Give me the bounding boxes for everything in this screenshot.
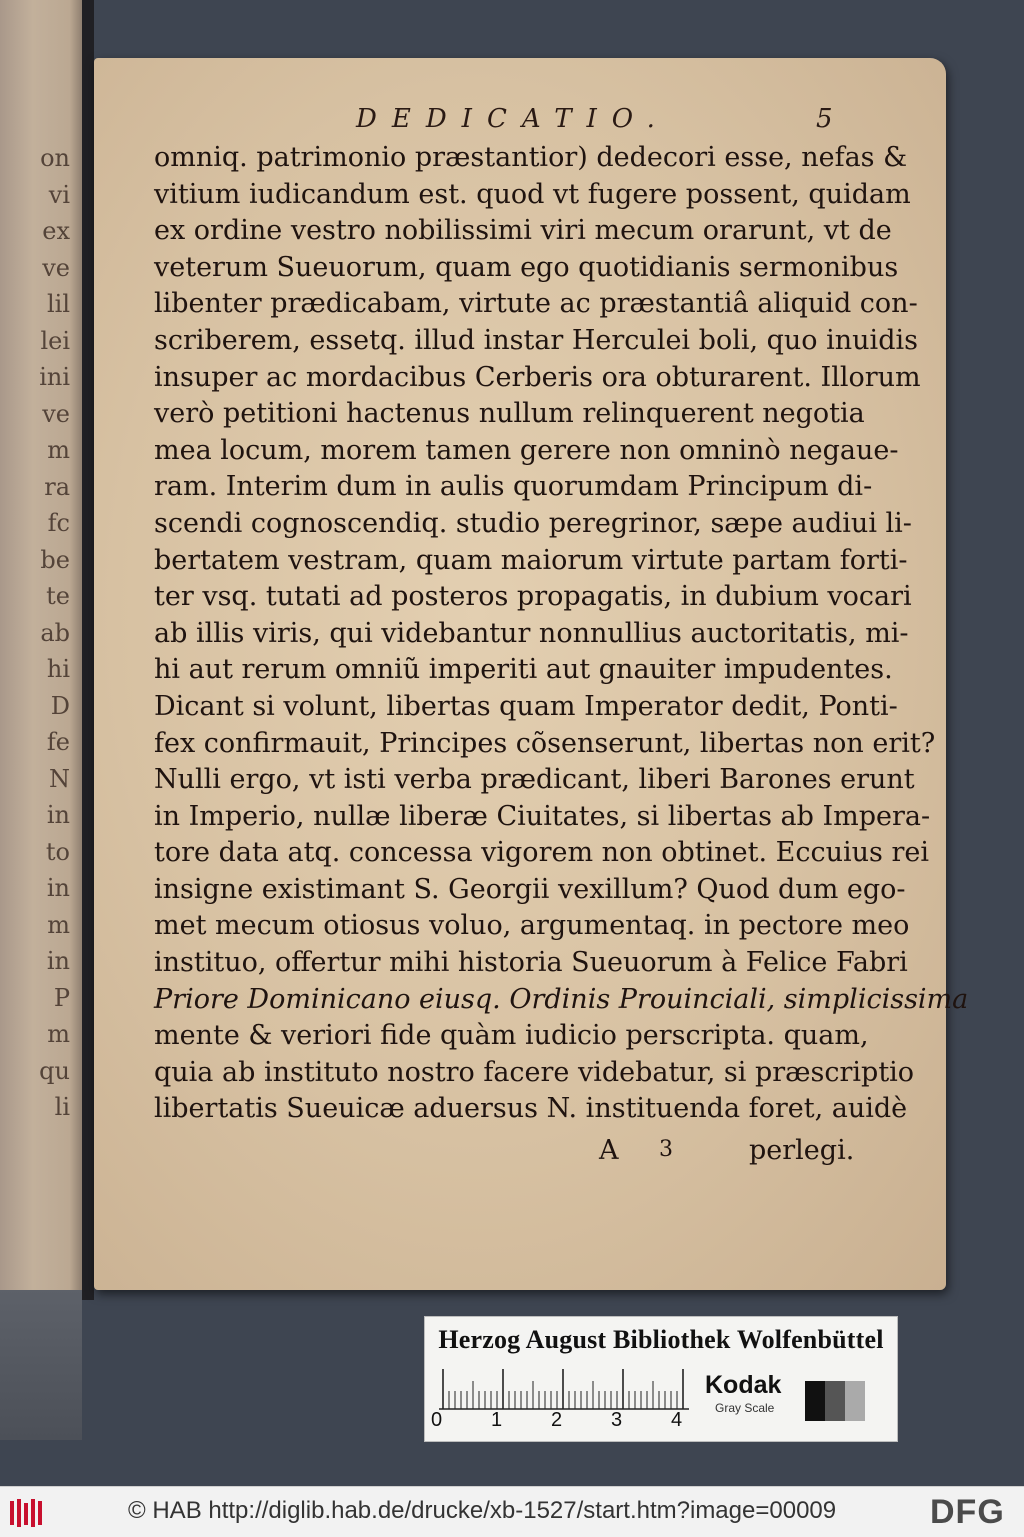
catchword: perlegi. xyxy=(749,1135,855,1166)
text-line: scriberem, essetq. illud instar Herculei boli, quo inuidis xyxy=(154,324,918,356)
text-line: verò petitioni hactenus nullum relinquerent negotia xyxy=(154,398,865,430)
facing-page-left xyxy=(0,0,82,1440)
ruler-labels xyxy=(431,1409,691,1433)
text-line: mente & veriori fide quàm iudicio perscripta. quam, xyxy=(154,1020,869,1052)
running-title: DEDICATIO. xyxy=(356,104,670,134)
text-line: in Imperio, nullæ liberæ Ciuitates, si libertas ab Impera- xyxy=(154,800,931,832)
facing-page-fragment: ve xyxy=(42,253,70,282)
facing-page-fragment: ab xyxy=(40,618,70,647)
facing-page-fragment: to xyxy=(45,837,70,866)
facing-page-fragment: be xyxy=(40,545,70,574)
facing-page-fragment: lil xyxy=(46,290,70,318)
text-line: tore data atq. concessa vigorem non obtinet. Eccuius rei xyxy=(154,837,929,869)
facing-page-fragment: ex xyxy=(42,217,70,245)
kodak-gray-scale-card xyxy=(424,1316,898,1442)
ruler-scale xyxy=(439,1367,699,1411)
facing-page-fragment: P xyxy=(53,983,70,1012)
ruler-label: 4 xyxy=(671,1409,683,1431)
text-line: ex ordine vestro nobilissimi viri mecum orarunt, vt de xyxy=(154,215,892,247)
text-line: Priore Dominicano eiusq. Ordinis Prouinciali, simplicissima xyxy=(154,983,969,1015)
text-line: Dicant si volunt, libertas quam Imperator dedit, Ponti- xyxy=(154,690,898,722)
source-link[interactable]: © HAB http://diglib.hab.de/drucke/xb-1527/start.htm?image=00009 xyxy=(128,1497,837,1524)
catchline xyxy=(94,1135,946,1169)
facing-page-fragment: N xyxy=(49,764,70,793)
facing-page-fragment: ra xyxy=(44,472,70,501)
facing-page-fragment: on xyxy=(40,144,70,172)
text-line: Nulli ergo, vt isti verba prædicant, liberi Barones erunt xyxy=(154,764,915,796)
book-edge xyxy=(0,1290,82,1440)
facing-page-fragment: te xyxy=(46,582,70,610)
text-line: insuper ac mordacibus Cerberis ora obturarent. Illorum xyxy=(154,361,921,393)
ruler-label: 0 xyxy=(431,1409,443,1431)
text-line: ram. Interim dum in aulis quorumdam Principum di- xyxy=(154,471,873,503)
facing-page-fragment: ini xyxy=(39,363,70,391)
text-line: instituo, offertur mihi historia Sueuorum à Felice Fabri xyxy=(154,947,908,979)
folio-number: 5 xyxy=(816,104,833,134)
signature-mark: A xyxy=(599,1135,619,1166)
text-line: fex confirmauit, Principes cõsenserunt, libertas non erit? xyxy=(154,727,936,759)
text-line: ter vsq. tutati ad posteros propagatis, in dubium vocari xyxy=(154,581,912,613)
facing-page-fragment: m xyxy=(47,910,70,939)
facing-page-fragment: m xyxy=(47,1020,70,1048)
facing-page-fragment: in xyxy=(46,947,70,975)
text-line: scendi cognoscendiq. studio peregrinor, sæpe audiui li- xyxy=(154,507,912,539)
facing-page-fragment: in xyxy=(46,874,70,902)
facing-page-fragment: m xyxy=(47,436,70,464)
facing-page-fragments xyxy=(0,140,70,1126)
text-line: bertatem vestram, quam maiorum virtute partam forti- xyxy=(154,544,908,576)
text-line: hi aut rerum omniũ imperiti aut gnauiter impudentes. xyxy=(154,654,893,686)
text-line: quia ab instituto nostro facere videbatur, si præscriptio xyxy=(154,1056,915,1088)
ruler-label: 1 xyxy=(491,1409,503,1431)
gray-swatches xyxy=(805,1381,865,1421)
text-line: ab illis viris, qui videbantur nonnullius auctoritatis, mi- xyxy=(154,617,909,649)
facing-page-fragment: in xyxy=(46,801,70,829)
kodak-subtitle: Gray Scale xyxy=(715,1401,775,1415)
facing-page-fragment: hi xyxy=(46,655,70,683)
dfg-logo: DFG xyxy=(930,1493,1005,1531)
footer-bar xyxy=(0,1486,1024,1537)
kodak-logo: Kodak xyxy=(705,1371,782,1399)
running-head xyxy=(94,104,946,138)
signature-number: 3 xyxy=(659,1137,673,1162)
facing-page-fragment: lei xyxy=(40,326,70,355)
book-gutter xyxy=(82,0,94,1300)
ruler-label: 3 xyxy=(611,1409,623,1431)
body-text xyxy=(154,140,969,1128)
library-name: Herzog August Bibliothek Wolfenbüttel xyxy=(438,1325,884,1354)
facing-page-fragment: li xyxy=(54,1093,70,1121)
text-line: met mecum otiosus voluo, argumentaq. in pectore meo xyxy=(154,910,910,942)
text-line: vitium iudicandum est. quod vt fugere possent, quidam xyxy=(154,178,911,210)
facing-page-fragment: fe xyxy=(46,728,70,756)
text-line: insigne existimant S. Georgii vexillum? Quod dum ego- xyxy=(154,873,906,905)
text-line: omniq. patrimonio præstantior) dedecori esse, nefas & xyxy=(154,142,908,173)
facing-page-fragment: D xyxy=(50,691,70,720)
facing-page-fragment: fc xyxy=(47,509,70,537)
text-line: libenter prædicabam, virtute ac præstantiâ aliquid con- xyxy=(154,288,918,320)
ruler-label: 2 xyxy=(551,1409,563,1431)
facing-page-fragment: qu xyxy=(39,1056,70,1085)
text-line: mea locum, morem tamen gerere non omninò negaue- xyxy=(154,434,899,466)
text-line: libertatis Sueuicæ aduersus N. instituenda foret, auidè xyxy=(154,1093,908,1125)
facing-page-fragment: vi xyxy=(48,180,70,209)
facing-page-fragment: ve xyxy=(42,399,70,428)
hab-logo-icon xyxy=(8,1497,48,1529)
text-line: veterum Sueuorum, quam ego quotidianis sermonibus xyxy=(154,251,899,283)
book-page xyxy=(94,58,969,1290)
